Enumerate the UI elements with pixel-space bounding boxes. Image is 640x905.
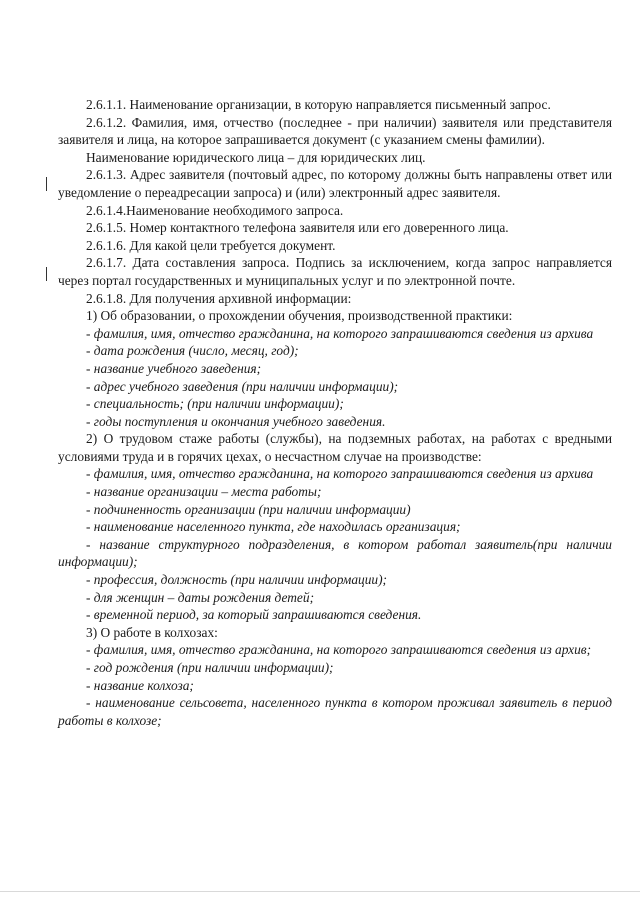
list-item: - адрес учебного заведения (при наличии информации); [86, 378, 399, 394]
margin-mark-2 [46, 267, 47, 281]
item-2-6-1-5: 2.6.1.5. Номер контактного телефона заявителя или его доверенного лица. [86, 220, 509, 236]
list-item: - название колхоза; [86, 677, 194, 693]
list-item: - фамилия, имя, отчество гражданина, на которого запрашиваются сведения из архива [86, 466, 594, 482]
section-collective-farm: 3) О работе в колхозах: [86, 624, 218, 640]
item-2-6-1-3: 2.6.1.3. Адрес заявителя (почтовый адрес, по которому должны быть направлены ответ или уведомление о переадресации запроса) и (или) электронный адрес заявителя. [58, 167, 612, 200]
list-item: - год рождения (при наличии информации); [86, 660, 334, 675]
list-item: - название организации – места работы; [86, 484, 322, 500]
list-item: - дата рождения (число, месяц, год); [86, 343, 299, 359]
list-item: - профессия, должность (при наличии информации); [86, 572, 388, 588]
document-page [58, 96, 612, 729]
item-2-6-1-6: 2.6.1.6. Для какой цели требуется документ. [86, 237, 336, 253]
list-item: - фамилия, имя, отчество гражданина, на которого запрашиваются сведения из архива [86, 325, 594, 341]
section-education: 1) Об образовании, о прохождении обучения, производственной практики: [86, 308, 513, 324]
list-item: - наименование населенного пункта, где находилась организация; [86, 519, 461, 535]
list-item: - фамилия, имя, отчество гражданина, на которого запрашиваются сведения из архив; [86, 642, 592, 658]
list-item: - временной период, за который запрашиваются сведения. [86, 607, 422, 623]
section-work-experience: 2) О трудовом стаже работы (службы), на подземных работах, на работах с вредными условиями труда и в горячих цехах, о несчастном случае на производстве: [58, 431, 612, 464]
margin-mark-1 [46, 177, 47, 191]
item-2-6-1-1: 2.6.1.1. Наименование организации, в которую направляется письменный запрос. [86, 97, 551, 112]
legal-entity-name: Наименование юридического лица – для юридических лиц. [86, 149, 426, 165]
list-item: - наименование сельсовета, населенного пункта в котором проживал заявитель в период работы в колхозе; [58, 695, 612, 728]
list-item: - годы поступления и окончания учебного заведения. [86, 413, 386, 429]
page-bottom-edge [0, 891, 640, 892]
item-2-6-1-4: 2.6.1.4.Наименование необходимого запроса. [86, 202, 344, 218]
list-item: - название учебного заведения; [86, 360, 262, 376]
list-item: - название структурного подразделения, в котором работал заявитель(при наличии информации); [58, 536, 612, 570]
item-2-6-1-7: 2.6.1.7. Дата составления запроса. Подпись за исключением, когда запрос направляется через портал государственных и муниципальных услуг и по электронной почте. [58, 255, 612, 288]
item-2-6-1-2: 2.6.1.2. Фамилия, имя, отчество (последнее - при наличии) заявителя или представителя заявителя и лица, на которое запрашивается документ (с указанием смены фамилии). [58, 114, 612, 148]
item-2-6-1-8: 2.6.1.8. Для получения архивной информации: [86, 290, 352, 306]
list-item: - для женщин – даты рождения детей; [86, 589, 315, 605]
list-item: - подчиненность организации (при наличии информации) [86, 501, 411, 517]
list-item: - специальность; (при наличии информации); [86, 396, 344, 412]
